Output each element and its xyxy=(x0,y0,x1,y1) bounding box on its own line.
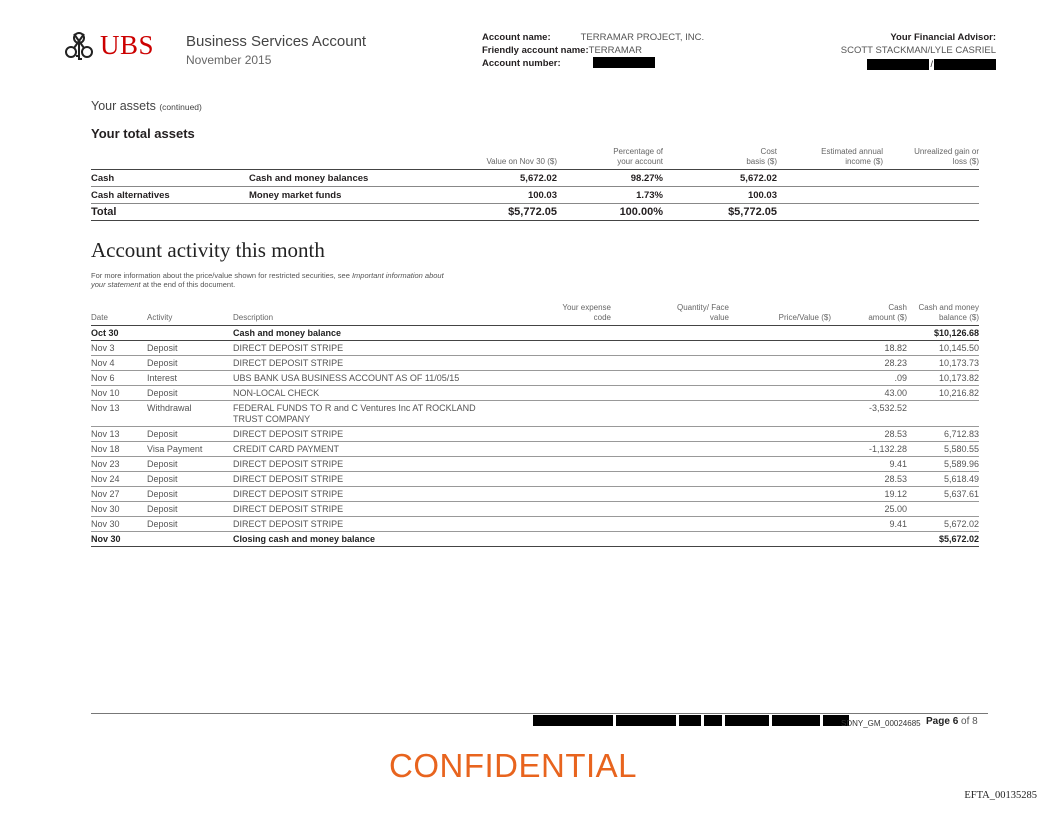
activity-cell: Closing cash and money balance xyxy=(233,532,489,547)
activity-cell xyxy=(489,532,611,547)
activity-cell xyxy=(611,532,729,547)
activity-row xyxy=(91,401,979,427)
assets-cell: 1.73% xyxy=(557,187,663,204)
ubs-logo xyxy=(62,30,154,61)
activity-cell xyxy=(729,356,831,371)
footer-redaction xyxy=(704,715,722,726)
activity-header: Cash and money balance ($) xyxy=(907,303,979,326)
activity-cell: UBS BANK USA BUSINESS ACCOUNT AS OF 11/05/15 xyxy=(233,371,489,386)
friendly-name-label: Friendly account name: xyxy=(482,44,589,56)
assets-row xyxy=(91,187,979,204)
activity-cell xyxy=(611,356,729,371)
activity-cell xyxy=(489,386,611,401)
activity-cell xyxy=(729,386,831,401)
activity-cell: 19.12 xyxy=(831,487,907,502)
activity-header: Quantity/ Face value xyxy=(611,303,729,326)
activity-cell: Deposit xyxy=(147,356,233,371)
assets-cell: 5,672.02 xyxy=(663,170,777,187)
assets-header: Percentage of your account xyxy=(557,147,663,170)
assets-total-cell xyxy=(777,204,883,221)
activity-row xyxy=(91,427,979,442)
closing-balance-row xyxy=(91,532,979,547)
activity-cell xyxy=(489,487,611,502)
activity-cell xyxy=(611,386,729,401)
assets-cell: Money market funds xyxy=(249,187,429,204)
assets-total-cell: Total xyxy=(91,204,249,221)
activity-cell: 9.41 xyxy=(831,457,907,472)
activity-cell: DIRECT DEPOSIT STRIPE xyxy=(233,472,489,487)
activity-cell: 5,672.02 xyxy=(907,517,979,532)
assets-total-cell: $5,772.05 xyxy=(663,204,777,221)
activity-cell xyxy=(611,401,729,427)
bates-number: SDNY_GM_00024685 xyxy=(841,719,921,728)
activity-cell: Oct 30 xyxy=(91,326,147,341)
activity-cell: DIRECT DEPOSIT STRIPE xyxy=(233,517,489,532)
footer-rule xyxy=(91,713,988,714)
assets-cell: 100.03 xyxy=(663,187,777,204)
activity-cell: Withdrawal xyxy=(147,401,233,427)
activity-cell: CREDIT CARD PAYMENT xyxy=(233,442,489,457)
activity-cell: Nov 10 xyxy=(91,386,147,401)
activity-cell xyxy=(611,326,729,341)
activity-cell xyxy=(729,532,831,547)
activity-cell xyxy=(729,472,831,487)
activity-cell xyxy=(611,457,729,472)
activity-cell: 10,173.82 xyxy=(907,371,979,386)
activity-cell xyxy=(489,457,611,472)
activity-cell: 10,216.82 xyxy=(907,386,979,401)
total-assets-title: Your total assets xyxy=(91,126,195,141)
activity-cell xyxy=(489,356,611,371)
assets-total-cell: $5,772.05 xyxy=(429,204,557,221)
efta-number: EFTA_00135285 xyxy=(964,790,1037,801)
page-total: of 8 xyxy=(961,716,978,727)
account-number-label: Account number: xyxy=(482,58,561,69)
assets-cell xyxy=(777,170,883,187)
statement-title: Business Services Account xyxy=(186,33,367,50)
account-info xyxy=(482,32,704,71)
activity-cell xyxy=(611,442,729,457)
activity-cell: Nov 3 xyxy=(91,341,147,356)
assets-header: Cost basis ($) xyxy=(663,147,777,170)
activity-cell: Nov 23 xyxy=(91,457,147,472)
assets-cell: 100.03 xyxy=(429,187,557,204)
activity-row xyxy=(91,472,979,487)
activity-cell: DIRECT DEPOSIT STRIPE xyxy=(233,487,489,502)
activity-cell: Nov 4 xyxy=(91,356,147,371)
activity-table xyxy=(91,303,979,547)
assets-cell: Cash alternatives xyxy=(91,187,249,204)
activity-cell: 28.23 xyxy=(831,356,907,371)
assets-cell xyxy=(883,187,979,204)
activity-cell xyxy=(489,427,611,442)
statement-date: November 2015 xyxy=(186,53,272,67)
activity-header: Cash amount ($) xyxy=(831,303,907,326)
activity-cell: Deposit xyxy=(147,427,233,442)
activity-cell: DIRECT DEPOSIT STRIPE xyxy=(233,356,489,371)
account-name-label: Account name: xyxy=(482,32,551,43)
activity-cell: DIRECT DEPOSIT STRIPE xyxy=(233,427,489,442)
advisor-label: Your Financial Advisor: xyxy=(890,32,996,43)
activity-row xyxy=(91,487,979,502)
activity-cell: $10,126.68 xyxy=(907,326,979,341)
activity-cell: Nov 30 xyxy=(91,517,147,532)
activity-cell xyxy=(489,341,611,356)
activity-cell xyxy=(831,326,907,341)
activity-cell xyxy=(729,371,831,386)
activity-cell xyxy=(729,427,831,442)
activity-cell: 10,173.73 xyxy=(907,356,979,371)
activity-row xyxy=(91,356,979,371)
activity-cell: DIRECT DEPOSIT STRIPE xyxy=(233,341,489,356)
activity-cell xyxy=(147,532,233,547)
activity-cell: 43.00 xyxy=(831,386,907,401)
note-text: at the end of this document. xyxy=(142,280,236,289)
activity-cell: NON-LOCAL CHECK xyxy=(233,386,489,401)
assets-cell: 98.27% xyxy=(557,170,663,187)
activity-row xyxy=(91,457,979,472)
activity-cell xyxy=(729,517,831,532)
activity-cell: 10,145.50 xyxy=(907,341,979,356)
note-italic: your statement xyxy=(91,280,141,289)
activity-cell xyxy=(729,502,831,517)
activity-cell: -1,132.28 xyxy=(831,442,907,457)
activity-cell: .09 xyxy=(831,371,907,386)
activity-cell xyxy=(489,371,611,386)
assets-total-cell xyxy=(249,204,429,221)
footer-redaction xyxy=(533,715,613,726)
activity-row xyxy=(91,442,979,457)
activity-title: Account activity this month xyxy=(91,238,325,262)
activity-cell xyxy=(489,401,611,427)
continued-label: (continued) xyxy=(159,102,202,112)
activity-cell: Nov 30 xyxy=(91,532,147,547)
assets-header xyxy=(249,147,429,170)
activity-cell: Nov 13 xyxy=(91,427,147,442)
assets-cell: Cash and money balances xyxy=(249,170,429,187)
activity-cell xyxy=(489,472,611,487)
activity-header: Date xyxy=(91,303,147,326)
activity-cell xyxy=(907,401,979,427)
activity-cell: 5,580.55 xyxy=(907,442,979,457)
activity-cell: Deposit xyxy=(147,386,233,401)
account-number-redaction xyxy=(593,57,655,68)
activity-cell xyxy=(729,326,831,341)
assets-row xyxy=(91,170,979,187)
section-title xyxy=(91,99,202,113)
footer-redaction xyxy=(725,715,769,726)
page-number xyxy=(926,716,978,727)
activity-cell: Nov 6 xyxy=(91,371,147,386)
activity-cell: Deposit xyxy=(147,517,233,532)
assets-title: Your assets xyxy=(91,99,156,113)
assets-header: Estimated annual income ($) xyxy=(777,147,883,170)
activity-cell xyxy=(831,532,907,547)
activity-cell xyxy=(611,427,729,442)
activity-cell xyxy=(729,457,831,472)
activity-cell: Nov 27 xyxy=(91,487,147,502)
activity-cell xyxy=(489,326,611,341)
activity-cell: 5,589.96 xyxy=(907,457,979,472)
footer-redaction xyxy=(772,715,820,726)
assets-header xyxy=(91,147,249,170)
activity-cell: Nov 13 xyxy=(91,401,147,427)
assets-total-cell: 100.00% xyxy=(557,204,663,221)
activity-cell: FEDERAL FUNDS TO R and C Ventures Inc AT ROCKLAND TRUST COMPANY xyxy=(233,401,489,427)
ubs-keys-icon xyxy=(62,31,96,61)
activity-cell: Nov 30 xyxy=(91,502,147,517)
activity-cell: 28.53 xyxy=(831,472,907,487)
note-text: For more information about the price/value shown for restricted securities, see xyxy=(91,271,350,280)
activity-cell: Interest xyxy=(147,371,233,386)
activity-row xyxy=(91,386,979,401)
activity-cell xyxy=(611,502,729,517)
activity-cell xyxy=(611,472,729,487)
activity-cell: Deposit xyxy=(147,472,233,487)
assets-cell xyxy=(883,170,979,187)
activity-cell: Deposit xyxy=(147,487,233,502)
activity-header: Your expense code xyxy=(489,303,611,326)
page-label: Page xyxy=(926,716,950,727)
activity-cell xyxy=(147,326,233,341)
activity-cell: Cash and money balance xyxy=(233,326,489,341)
assets-header: Value on Nov 30 ($) xyxy=(429,147,557,170)
activity-cell: DIRECT DEPOSIT STRIPE xyxy=(233,457,489,472)
footer-redaction xyxy=(616,715,676,726)
activity-cell xyxy=(729,487,831,502)
activity-cell: 6,712.83 xyxy=(907,427,979,442)
assets-cell: 5,672.02 xyxy=(429,170,557,187)
activity-row xyxy=(91,502,979,517)
activity-cell xyxy=(489,442,611,457)
activity-cell: $5,672.02 xyxy=(907,532,979,547)
activity-header: Description xyxy=(233,303,489,326)
activity-cell xyxy=(907,502,979,517)
activity-cell: Deposit xyxy=(147,341,233,356)
ubs-logo-text: UBS xyxy=(100,30,155,60)
financial-advisor xyxy=(841,32,996,71)
activity-cell xyxy=(729,341,831,356)
advisor-separator: / xyxy=(930,59,933,69)
advisor-redaction-1 xyxy=(867,59,929,70)
account-name-value: TERRAMAR PROJECT, INC. xyxy=(580,32,705,43)
note-italic: Important information about xyxy=(351,271,444,280)
advisor-names: SCOTT STACKMAN/LYLE CASRIEL xyxy=(840,44,996,56)
activity-cell: 5,637.61 xyxy=(907,487,979,502)
activity-cell xyxy=(611,517,729,532)
activity-header: Activity xyxy=(147,303,233,326)
total-assets-table xyxy=(91,147,979,221)
friendly-name-value: TERRAMAR xyxy=(588,44,642,56)
activity-cell: 25.00 xyxy=(831,502,907,517)
assets-cell xyxy=(777,187,883,204)
activity-cell xyxy=(611,487,729,502)
assets-header-row xyxy=(91,147,979,170)
advisor-redaction-2 xyxy=(934,59,996,70)
activity-row xyxy=(91,517,979,532)
assets-total-cell xyxy=(883,204,979,221)
activity-cell xyxy=(489,517,611,532)
activity-cell: DIRECT DEPOSIT STRIPE xyxy=(233,502,489,517)
activity-cell xyxy=(611,371,729,386)
confidential-stamp: CONFIDENTIAL xyxy=(389,747,638,784)
activity-header-row xyxy=(91,303,979,326)
activity-cell: -3,532.52 xyxy=(831,401,907,427)
footer-redaction xyxy=(679,715,701,726)
activity-cell: 28.53 xyxy=(831,427,907,442)
activity-cell: Deposit xyxy=(147,457,233,472)
assets-total-row xyxy=(91,204,979,221)
activity-header: Price/Value ($) xyxy=(729,303,831,326)
activity-cell xyxy=(729,442,831,457)
activity-cell xyxy=(489,502,611,517)
opening-balance-row xyxy=(91,326,979,341)
activity-row xyxy=(91,341,979,356)
activity-cell: Nov 24 xyxy=(91,472,147,487)
activity-cell: Deposit xyxy=(147,502,233,517)
activity-note xyxy=(91,271,444,289)
activity-row xyxy=(91,371,979,386)
activity-cell: 5,618.49 xyxy=(907,472,979,487)
activity-cell: Visa Payment xyxy=(147,442,233,457)
assets-cell: Cash xyxy=(91,170,249,187)
activity-cell: Nov 18 xyxy=(91,442,147,457)
assets-header: Unrealized gain or loss ($) xyxy=(883,147,979,170)
activity-cell xyxy=(611,341,729,356)
page-current: 6 xyxy=(952,716,959,727)
activity-cell: 9.41 xyxy=(831,517,907,532)
footer-redactions xyxy=(533,715,849,726)
activity-cell xyxy=(729,401,831,427)
activity-cell: 18.82 xyxy=(831,341,907,356)
